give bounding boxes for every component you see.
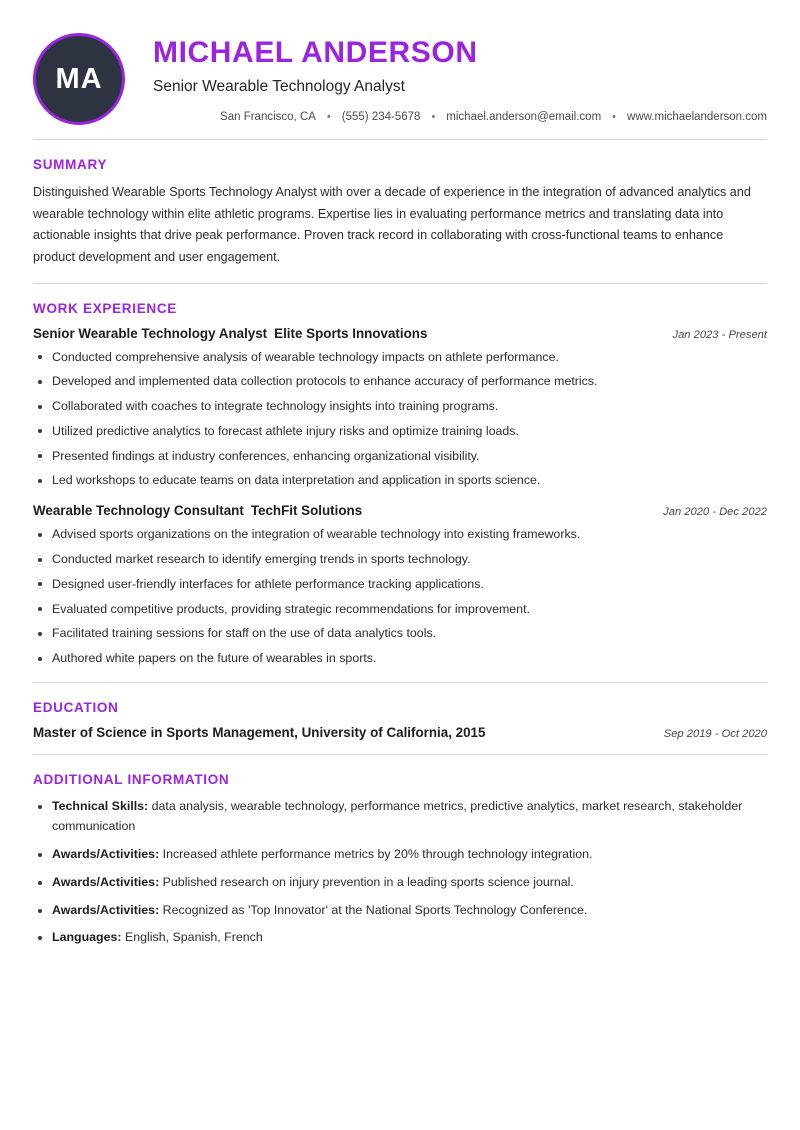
experience-heading xyxy=(33,503,767,518)
page-title: MICHAEL ANDERSON xyxy=(153,36,478,69)
list-item: Utilized predictive analytics to forecast athlete injury risks and optimize training loads. xyxy=(33,422,767,441)
experience-role: Wearable Technology Consultant xyxy=(33,503,244,519)
info-text: data analysis, wearable technology, performance metrics, predictive analytics, market research, stakeholder communication xyxy=(52,799,743,834)
contact-row xyxy=(153,111,767,123)
section-title-work-experience: WORK EXPERIENCE xyxy=(33,300,178,316)
experience-bullet-list xyxy=(33,348,767,491)
info-text: Published research on injury prevention in a leading sports science journal. xyxy=(162,874,574,889)
section-education xyxy=(33,682,767,740)
experience-company: Elite Sports Innovations xyxy=(274,325,428,341)
contact-phone[interactable]: (555) 234-5678 xyxy=(341,110,421,123)
experience-company: TechFit Solutions xyxy=(250,503,363,519)
list-item: Presented findings at industry conferences, enhancing organizational visibility. xyxy=(33,447,767,466)
info-label: Awards/Activities: xyxy=(52,902,160,917)
education-dates: Sep 2019 - Oct 2020 xyxy=(663,728,767,741)
list-item: Evaluated competitive products, providing strategic recommendations for improvement. xyxy=(33,600,767,619)
list-item: Collaborated with coaches to integrate technology insights into training programs. xyxy=(33,397,767,416)
list-item xyxy=(33,873,767,893)
info-text: Recognized as 'Top Innovator' at the National Sports Technology Conference. xyxy=(162,902,588,917)
list-item: Conducted market research to identify emerging trends in sports technology. xyxy=(33,550,767,569)
education-degree: Master of Science in Sports Management, University of California, 2015 xyxy=(33,725,486,741)
contact-email[interactable]: michael.anderson@email.com xyxy=(446,110,602,123)
section-title-education: EDUCATION xyxy=(33,700,119,716)
info-label: Awards/Activities: xyxy=(52,874,160,889)
experience-item xyxy=(33,326,767,491)
avatar: MA xyxy=(33,33,125,125)
experience-title-line xyxy=(33,503,362,518)
section-summary xyxy=(33,140,767,269)
education-item xyxy=(33,725,767,740)
contact-location: San Francisco, CA xyxy=(220,110,316,123)
header-job-title: Senior Wearable Technology Analyst xyxy=(153,78,405,95)
info-text: Increased athlete performance metrics by 20% through technology integration. xyxy=(162,846,593,861)
experience-heading xyxy=(33,326,767,341)
list-item xyxy=(33,797,767,837)
info-text: English, Spanish, French xyxy=(125,930,263,945)
summary-text: Distinguished Wearable Sports Technology Analyst with over a decade of experience in the integration of advanced analytics and wearable technology within elite athletic programs. Expertise lies in evaluating performance metrics and translating data into actionable insights that drive peak performance. Proven track record in collaborating with cross-functional teams to enhance product development and user engagement. xyxy=(33,185,751,264)
list-item: Developed and implemented data collection protocols to enhance accuracy of performance metrics. xyxy=(33,372,767,391)
list-item: Facilitated training sessions for staff on the use of data analytics tools. xyxy=(33,624,767,643)
experience-role: Senior Wearable Technology Analyst xyxy=(33,325,268,341)
section-work-experience xyxy=(33,283,767,669)
list-item xyxy=(33,845,767,865)
avatar-container xyxy=(33,30,129,125)
contact-separator-icon: • xyxy=(612,110,617,123)
list-item: Designed user-friendly interfaces for athlete performance tracking applications. xyxy=(33,575,767,594)
contact-website[interactable]: www.michaelanderson.com xyxy=(627,110,767,123)
experience-item xyxy=(33,503,767,668)
section-title-summary: SUMMARY xyxy=(33,157,108,172)
contact-separator-icon: • xyxy=(431,110,436,123)
info-label: Awards/Activities: xyxy=(52,846,160,861)
list-item xyxy=(33,928,767,948)
list-item xyxy=(33,901,767,921)
section-additional-information xyxy=(33,754,767,948)
info-label: Technical Skills: xyxy=(52,799,149,814)
list-item: Conducted comprehensive analysis of wearable technology impacts on athlete performance. xyxy=(33,348,767,367)
resume-header xyxy=(33,30,767,140)
experience-dates: Jan 2023 - Present xyxy=(672,328,767,341)
header-main xyxy=(129,30,767,123)
list-item: Led workshops to educate teams on data interpretation and application in sports science. xyxy=(33,471,767,490)
info-label: Languages: xyxy=(52,930,122,945)
list-item: Advised sports organizations on the integration of wearable technology into existing frameworks. xyxy=(33,525,767,544)
experience-title-line xyxy=(33,326,427,341)
experience-dates: Jan 2020 - Dec 2022 xyxy=(663,506,767,519)
additional-info-list xyxy=(33,797,767,948)
section-title-additional-information: ADDITIONAL INFORMATION xyxy=(33,772,230,788)
list-item: Authored white papers on the future of wearables in sports. xyxy=(33,649,767,668)
contact-separator-icon: • xyxy=(326,110,331,123)
experience-bullet-list xyxy=(33,525,767,668)
